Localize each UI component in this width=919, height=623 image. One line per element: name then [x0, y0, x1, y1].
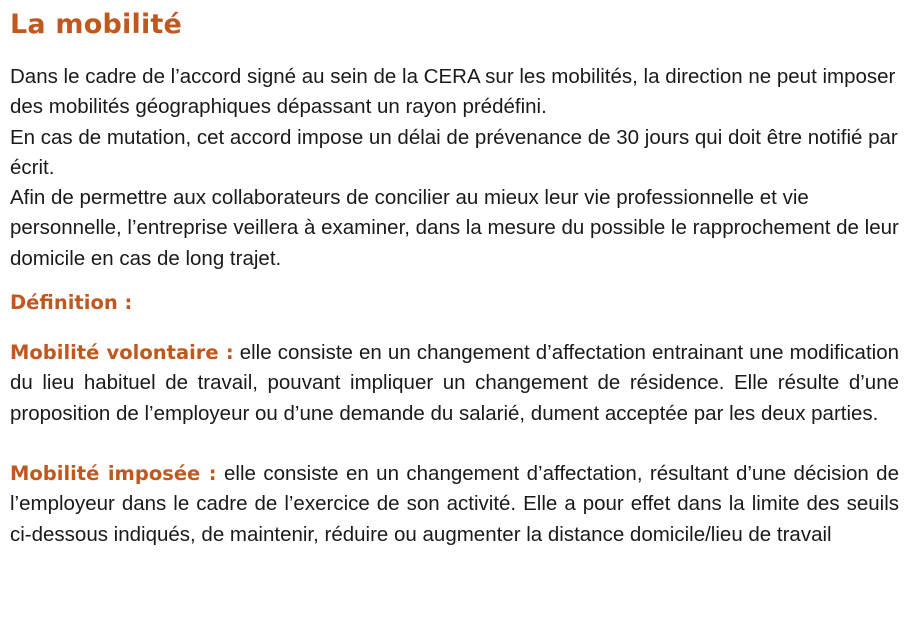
definition-voluntary-mobility: [10, 338, 899, 429]
definition-term-voluntary: Mobilité volontaire :: [10, 341, 234, 365]
definition-imposed-mobility: [10, 459, 899, 550]
definition-heading: Définition :: [10, 291, 133, 315]
intro-paragraph-3: Afin de permettre aux collaborateurs de concilier au mieux leur vie professionnelle et vie personnelle, l’entreprise veillera à examiner, dans la mesure du possible le rapprochement de leur domicile en cas de long trajet.: [10, 186, 899, 270]
page-title: La mobilité: [10, 9, 183, 40]
intro-paragraph-2: En cas de mutation, cet accord impose un délai de prévenance de 30 jours qui doit être notifié par écrit.: [10, 125, 898, 179]
definition-text-imposed: elle consiste en un changement d’affectation, résultant d’une décision de l’employeur dans le cadre de l’exercice de son activité. Elle a pour effet dans la limite des seuils ci-dessous indiqués, de maintenir, réduire ou augmenter la distance domicile/lieu de travail: [10, 461, 899, 546]
intro-section: [10, 62, 899, 274]
intro-paragraph-1: Dans le cadre de l’accord signé au sein de la CERA sur les mobilités, la direction ne peut imposer des mobilités géographiques dépassant un rayon prédéfini.: [10, 65, 896, 119]
document: [10, 0, 899, 550]
definition-term-imposed: Mobilité imposée :: [10, 461, 217, 485]
definition-text-voluntary: elle consiste en un changement d’affectation entrainant une modification du lieu habituel de travail, pouvant impliquer un changement de résidence. Elle résulte d’une proposition de l’employeur ou d’une demande du salarié, dument acceptée par les deux parties.: [10, 341, 899, 425]
